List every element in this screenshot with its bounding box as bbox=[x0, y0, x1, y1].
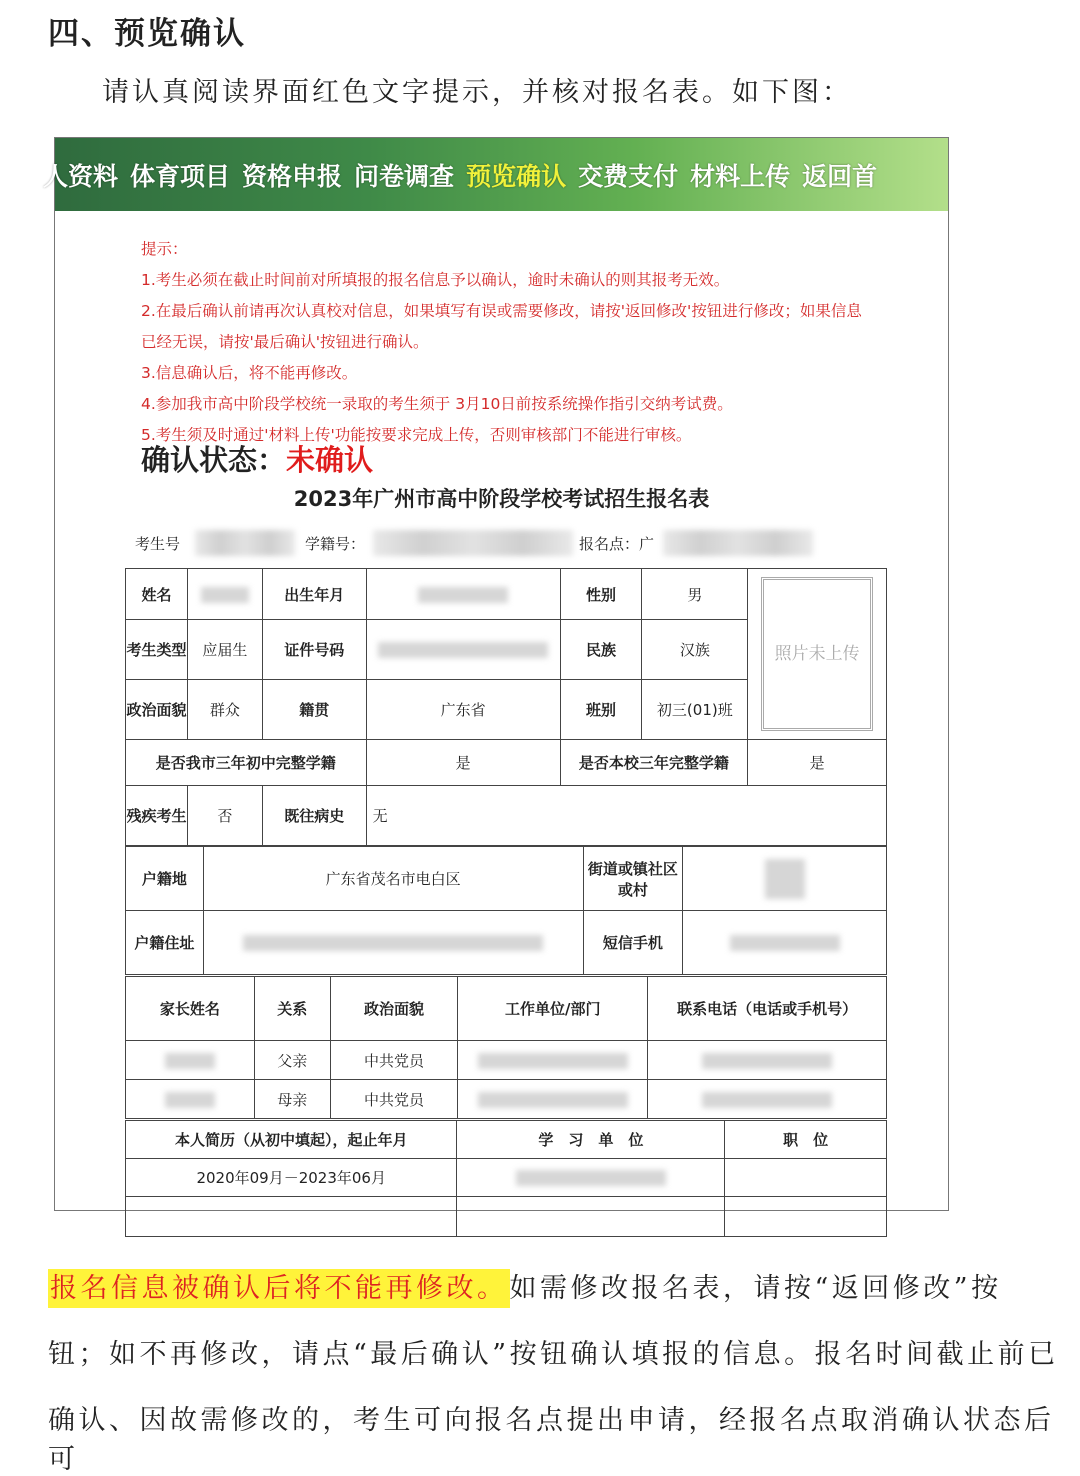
disabled-label: 残疾考生 bbox=[126, 786, 188, 846]
relation-value: 父亲 bbox=[254, 1041, 330, 1080]
nav-preview-confirm[interactable]: 预览确认 bbox=[466, 161, 567, 191]
street-label: 街道或镇社区或村 bbox=[583, 847, 683, 911]
status-value: 未确认 bbox=[286, 443, 374, 477]
history-label: 既往病史 bbox=[262, 786, 366, 846]
id-value bbox=[366, 620, 560, 680]
birth-value bbox=[366, 569, 560, 620]
table-row bbox=[126, 1041, 887, 1080]
resume-period-header: 本人简历（从初中填起），起止年月 bbox=[126, 1121, 457, 1159]
paragraph-line-3: 确认、因故需修改的，考生可向报名点提出申请，经报名点取消确认状态后可 bbox=[48, 1405, 1055, 1475]
type-value: 应届生 bbox=[187, 620, 262, 680]
address-label: 户籍住址 bbox=[126, 911, 204, 975]
full3-city-label: 是否我市三年初中完整学籍 bbox=[126, 740, 367, 786]
name-label: 姓名 bbox=[126, 569, 188, 620]
section-intro: 请认真阅读界面红色文字提示，并核对报名表。如下图： bbox=[102, 77, 852, 108]
parent-political-header: 政治面貌 bbox=[330, 977, 458, 1041]
nav-payment[interactable]: 交费支付 bbox=[578, 161, 679, 191]
tip-3: 3.信息确认后，将不能再修改。 bbox=[141, 364, 358, 382]
sms-label: 短信手机 bbox=[583, 911, 683, 975]
position-header: 职 位 bbox=[725, 1121, 887, 1159]
highlight-warning: 报名信息被确认后将不能再修改。 bbox=[48, 1269, 510, 1308]
relation-value: 母亲 bbox=[254, 1080, 330, 1119]
study-unit-header: 学 习 单 位 bbox=[457, 1121, 725, 1159]
full3-city-value: 是 bbox=[366, 740, 560, 786]
hukou-value: 广东省茂名市电白区 bbox=[203, 847, 583, 911]
parent-name-header: 家长姓名 bbox=[126, 977, 255, 1041]
nav-sports[interactable]: 体育项目 bbox=[130, 161, 231, 191]
history-value: 无 bbox=[366, 786, 886, 846]
student-no-label: 学籍号： bbox=[305, 535, 366, 553]
resume-period-value: 2020年09月－2023年06月 bbox=[126, 1159, 457, 1197]
type-label: 考生类型 bbox=[126, 620, 188, 680]
parent-political-value: 中共党员 bbox=[330, 1080, 458, 1119]
tips-title: 提示： bbox=[141, 240, 188, 258]
parent-political-value: 中共党员 bbox=[330, 1041, 458, 1080]
student-no-redacted bbox=[373, 530, 573, 556]
embedded-screenshot bbox=[43, 137, 949, 1211]
disabled-value: 否 bbox=[187, 786, 262, 846]
class-label: 班别 bbox=[560, 680, 642, 740]
gender-label: 性别 bbox=[560, 569, 642, 620]
political-value: 群众 bbox=[187, 680, 262, 740]
nav-survey[interactable]: 问卷调查 bbox=[354, 161, 455, 191]
work-value bbox=[458, 1080, 648, 1119]
class-value: 初三(01)班 bbox=[642, 680, 748, 740]
phone-value bbox=[648, 1080, 887, 1119]
form-title: 2023年广州市高中阶段学校考试招生报名表 bbox=[293, 487, 710, 511]
section-heading: 四、预览确认 bbox=[48, 16, 246, 52]
address-value bbox=[203, 911, 583, 975]
paragraph-line-1 bbox=[48, 1266, 1002, 1305]
parent-name bbox=[126, 1041, 255, 1080]
name-value bbox=[187, 569, 262, 620]
study-unit-value bbox=[457, 1159, 725, 1197]
full3-school-value: 是 bbox=[748, 740, 887, 786]
tip-2: 2.在最后确认前请再次认真校对信息，如果填写有误或需要修改，请按'返回修改'按钮进行修改；如果信息已经无误，请按'最后确认'按钮进行确认。 bbox=[141, 302, 862, 351]
tip-4: 4.参加我市高中阶段学校统一录取的考生须于 3月10日前按系统操作指引交纳考试费。 bbox=[141, 395, 733, 413]
street-value bbox=[683, 847, 887, 911]
status-label: 确认状态： bbox=[141, 443, 287, 477]
paragraph-line-2: 钮；如不再修改，请点“最后确认”按钮确认填报的信息。报名时间截止前已 bbox=[48, 1339, 1059, 1370]
exam-no-label: 考生号 bbox=[135, 535, 181, 553]
hukou-label: 户籍地 bbox=[126, 847, 204, 911]
confirm-status bbox=[141, 438, 373, 479]
site-label: 报名点：广 bbox=[579, 535, 655, 553]
ethnic-label: 民族 bbox=[560, 620, 642, 680]
phone-value bbox=[648, 1041, 887, 1080]
political-label: 政治面貌 bbox=[126, 680, 188, 740]
full3-school-label: 是否本校三年完整学籍 bbox=[560, 740, 748, 786]
photo-cell bbox=[748, 569, 887, 740]
tips-block bbox=[141, 234, 871, 451]
work-value bbox=[458, 1041, 648, 1080]
sms-value bbox=[683, 911, 887, 975]
origin-label: 籍贯 bbox=[262, 680, 366, 740]
parent-name bbox=[126, 1080, 255, 1119]
nav-bar bbox=[43, 138, 948, 211]
position-value bbox=[725, 1159, 887, 1197]
paragraph-line-1-rest: 如需修改报名表，请按“返回修改”按 bbox=[509, 1273, 1002, 1304]
parents-table bbox=[125, 976, 887, 1119]
table-row bbox=[126, 1159, 887, 1197]
nav-home[interactable]: 返回首 bbox=[802, 161, 878, 191]
household-table bbox=[125, 846, 887, 975]
resume-table bbox=[125, 1120, 887, 1237]
site-redacted bbox=[663, 530, 813, 556]
ethnic-value: 汉族 bbox=[642, 620, 748, 680]
tip-1: 1.考生必须在截止时间前对所填报的报名信息予以确认，逾时未确认的则其报考无效。 bbox=[141, 271, 730, 289]
gender-value: 男 bbox=[642, 569, 748, 620]
photo-placeholder: 照片未上传 bbox=[761, 577, 873, 731]
nav-personal-info[interactable]: 人资料 bbox=[43, 161, 119, 191]
work-header: 工作单位/部门 bbox=[458, 977, 648, 1041]
exam-no-redacted bbox=[195, 530, 295, 556]
table-row bbox=[126, 1080, 887, 1119]
birth-label: 出生年月 bbox=[262, 569, 366, 620]
phone-header: 联系电话（电话或手机号） bbox=[648, 977, 887, 1041]
personal-info-table bbox=[125, 568, 887, 846]
relation-header: 关系 bbox=[254, 977, 330, 1041]
nav-upload[interactable]: 材料上传 bbox=[690, 161, 791, 191]
tip-5: 5.考生须及时通过'材料上传'功能按要求完成上传，否则审核部门不能进行审核。 bbox=[141, 426, 692, 444]
origin-value: 广东省 bbox=[366, 680, 560, 740]
id-label: 证件号码 bbox=[262, 620, 366, 680]
nav-qualification[interactable]: 资格申报 bbox=[242, 161, 343, 191]
